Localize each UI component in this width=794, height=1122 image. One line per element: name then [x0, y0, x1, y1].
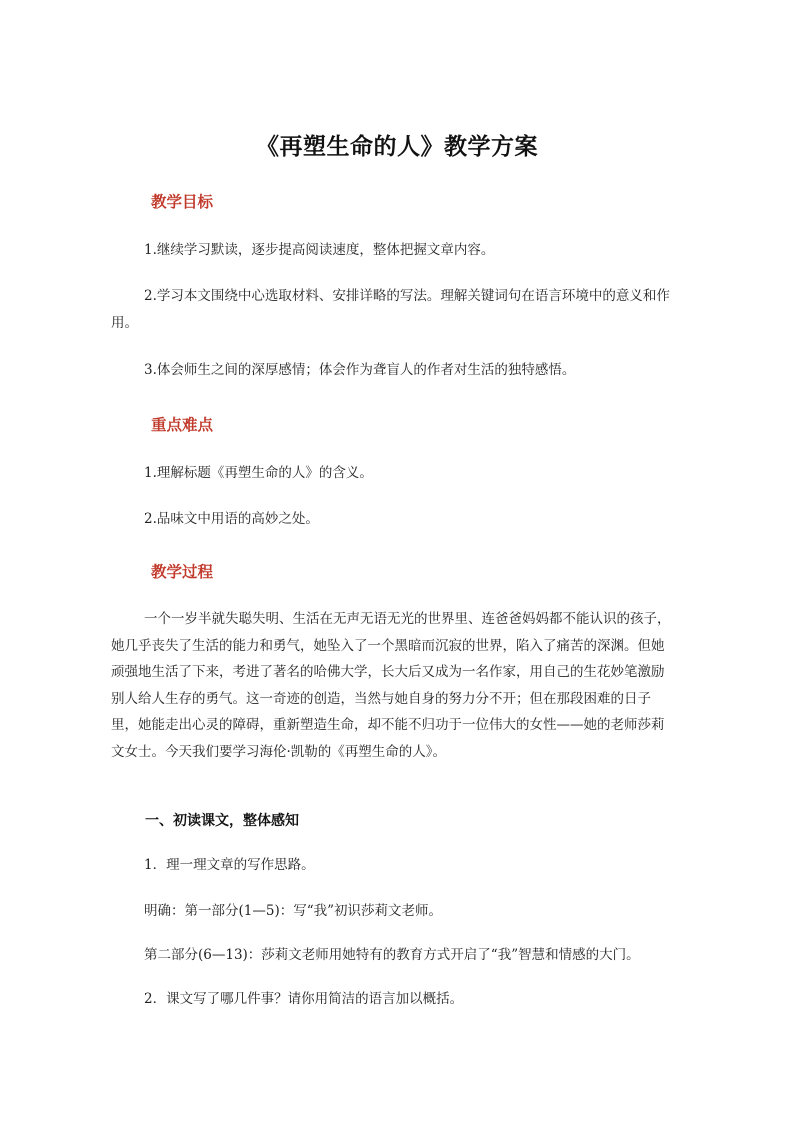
section-heading-focus: 重点难点 [151, 416, 214, 434]
focus-item: 2.品味文中用语的高妙之处。 [144, 511, 319, 527]
section-heading-goals: 教学目标 [151, 193, 214, 211]
goal-item: 1.继续学习默读，逐步提高阅读速度，整体把握文章内容。 [144, 242, 495, 258]
goal-item: 3.体会师生之间的深厚感情；体会作为聋盲人的作者对生活的独特感悟。 [144, 362, 576, 378]
focus-item: 1.理解标题《再塑生命的人》的含义。 [144, 465, 373, 481]
question-item: 2．课文写了哪几件事？请你用简洁的语言加以概括。 [144, 991, 464, 1007]
goal-item: 2.学习本文围绕中心选取材料、安排详略的写法。理解关键词句在语言环境中的意义和作用。 [111, 288, 670, 331]
answer-item: 第二部分(6—13)：莎莉文老师用她特有的教育方式开启了“我”智慧和情感的大门。 [144, 947, 640, 963]
question-item: 1．理一理文章的写作思路。 [144, 857, 315, 873]
answer-item: 明确：第一部分(1—5)：写“我”初识莎莉文老师。 [144, 903, 443, 919]
part-heading: 一、初读课文，整体感知 [145, 813, 299, 829]
section-heading-process: 教学过程 [151, 563, 214, 581]
intro-paragraph: 一个一岁半就失聪失明、生活在无声无语无光的世界里、连爸爸妈妈都不能认识的孩子，她几乎丧失了生活的能力和勇气，她坠入了一个黑暗而沉寂的世界，陷入了痛苦的深渊。但她顽强地生活了下来，考进了著名的哈佛大学，长大后又成为一名作家，用自己的生花妙笔激励别人给人生存的勇气。这一奇迹的创造，当然与她自身的努力分不开；但在那段困难的日子里，她能走出心灵的障碍，重新塑造生命，却不能不归功于一位伟大的女性——她的老师莎莉文女士。今天我们要学习海伦·凯勒的《再塑生命的人》。 [111, 611, 671, 760]
document-title: 《再塑生命的人》教学方案 [256, 133, 538, 160]
